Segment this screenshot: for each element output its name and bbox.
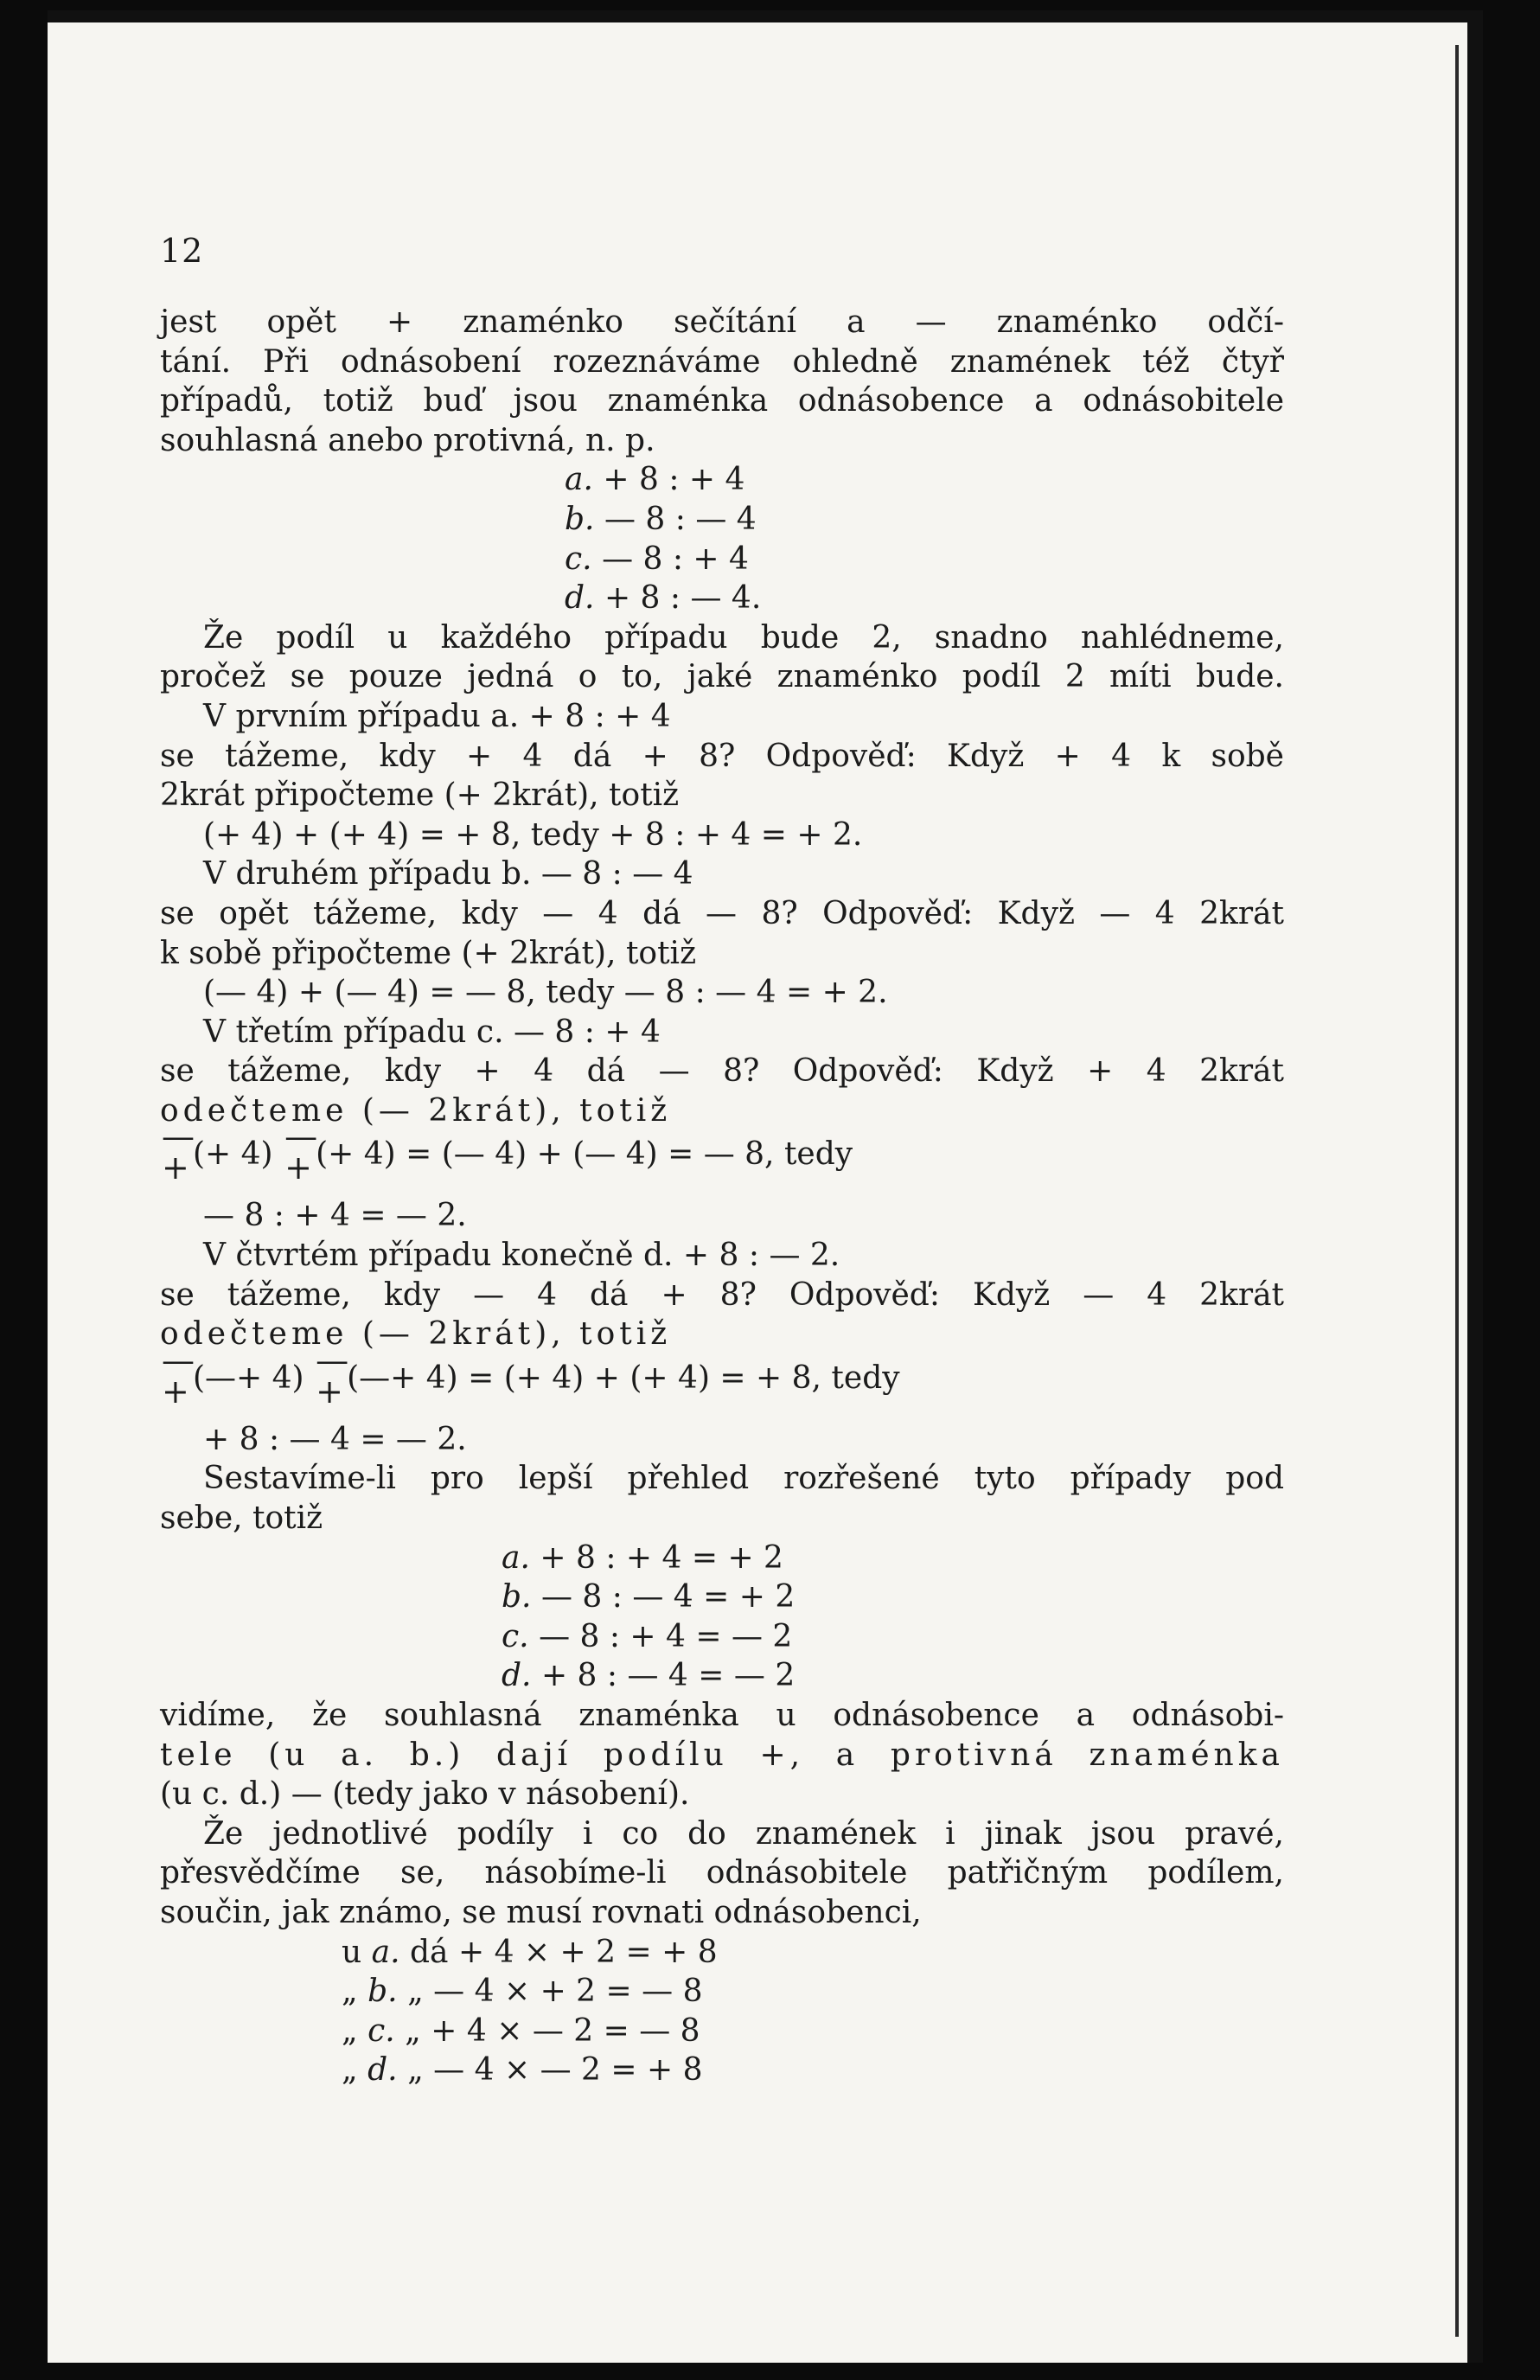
check-line (160, 1933, 1284, 1973)
equation-rest: = (— 4) + (— 4) = — 8, tedy (406, 1136, 853, 1173)
case-label: c. (565, 541, 592, 577)
term: (—+ 4) (193, 1360, 304, 1396)
case-label: a. (565, 462, 593, 498)
case-heading: V prvním případu a. + 8 : + 4 (203, 698, 671, 734)
case-label: d. (502, 1658, 532, 1694)
sign-top: — (162, 1340, 195, 1379)
text-line: tání. Při odnásobení rozeznáváme ohledně znamének též čtyř (160, 343, 1284, 380)
text-line: se opět tážeme, kdy — 4 dá — 8? Odpověď: Když — 4 2krát (160, 895, 1284, 931)
case-label: d. (565, 580, 595, 617)
text-line: 2krát připočteme (+ 2krát), totiž (160, 777, 680, 814)
sign-stack (160, 1117, 195, 1187)
sign-top: — (284, 1117, 318, 1156)
sign-bottom: + (284, 1148, 312, 1187)
check-expression: + 4 × + 2 = + 8 (457, 1934, 718, 1970)
sign-top: — (162, 1117, 195, 1156)
case-label: c. (502, 1618, 529, 1654)
text-line: souhlasná anebo protivná, n. p. (160, 422, 655, 458)
check-lead: u (342, 1934, 362, 1970)
term: (—+ 4) (347, 1360, 458, 1396)
equation-result: — 8 : + 4 = — 2. (203, 1198, 467, 1234)
sign-bottom: + (316, 1372, 343, 1411)
case-expression: — 8 : — 4 (604, 501, 757, 537)
sign-bottom: + (162, 1148, 189, 1187)
text-line: případů, totiž buď jsou znaménka odnásobence a odnásobitele (160, 383, 1284, 419)
text-line: jest opět + znaménko sečítání a — znaménko odčí- (160, 304, 1284, 340)
equation-line (160, 1340, 1284, 1420)
text-line: součin, jak známo, se musí rovnati odnásobenci, (160, 1894, 922, 1930)
text-line: pročež se pouze jedná o to, jaké znaménko podíl 2 míti bude. (160, 659, 1284, 695)
case-label: b. (565, 501, 595, 537)
text-line: sebe, totiž (160, 1500, 323, 1537)
check-expression: — 4 × — 2 = + 8 (433, 2052, 703, 2089)
page-gutter-line (1455, 45, 1459, 2337)
summary-expression: — 8 : — 4 = + 2 (540, 1579, 796, 1615)
summary-line (160, 1617, 1284, 1657)
equation-line (160, 1117, 1284, 1196)
case-line (160, 460, 1284, 500)
case-expression: — 8 : + 4 (602, 541, 749, 577)
term: (+ 4) (193, 1136, 273, 1173)
text-line: se tážeme, kdy + 4 dá — 8? Odpověď: Když + 4 2krát (160, 1053, 1284, 1090)
summary-expression: + 8 : + 4 = + 2 (540, 1539, 783, 1576)
check-expression: + 4 × — 2 = — 8 (431, 2012, 700, 2049)
summary-expression: + 8 : — 4 = — 2 (540, 1658, 796, 1694)
check-lead: „ (342, 2052, 358, 2089)
text-line: Že podíl u každého případu bude 2, snadno nahlédneme, (203, 619, 1284, 656)
scan-edge-top (48, 10, 1483, 22)
term: (+ 4) (316, 1136, 396, 1173)
text-line: (u c. d.) — (tedy jako v násobení). (160, 1776, 690, 1813)
sign-stack (283, 1117, 318, 1187)
sign-top: — (316, 1340, 349, 1379)
case-label: d. (367, 2052, 398, 2089)
sign-stack (314, 1340, 349, 1411)
case-label: b. (502, 1579, 532, 1615)
check-lead: „ (342, 2012, 358, 2049)
equation-line: (— 4) + (— 4) = — 8, tedy — 8 : — 4 = + 2. (203, 975, 888, 1011)
text-line: odečteme (— 2krát), totiž (160, 1316, 672, 1353)
check-line (160, 1972, 1284, 2012)
equation-result: + 8 : — 4 = — 2. (203, 1421, 467, 1457)
summary-line (160, 1577, 1284, 1617)
page-text (160, 303, 1284, 2090)
text-line: Že jednotlivé podíly i co do znamének i jinak jsou pravé, (203, 1815, 1284, 1852)
text-line: k sobě připočteme (+ 2krát), totiž (160, 935, 697, 971)
case-heading: V třetím případu c. — 8 : + 4 (203, 1014, 661, 1050)
case-label: a. (371, 1934, 400, 1970)
case-expression: + 8 : + 4 (603, 462, 745, 498)
text-line: přesvědčíme se, násobíme-li odnásobitele patřičným podílem, (160, 1855, 1284, 1891)
text-line: se tážeme, kdy — 4 dá + 8? Odpověď: Když — 4 2krát (160, 1276, 1284, 1313)
scan-edge-right (1467, 10, 1483, 2363)
sign-bottom: + (162, 1372, 189, 1411)
check-word: dá (410, 1934, 449, 1970)
page-number: 12 (160, 232, 204, 270)
check-word: „ (407, 1974, 424, 2010)
case-label: a. (502, 1539, 530, 1576)
case-expression: + 8 : — 4. (604, 580, 762, 617)
check-line (160, 2051, 1284, 2090)
case-label: b. (367, 1974, 398, 2010)
check-expression: — 4 × + 2 = — 8 (433, 1974, 703, 2010)
check-word: „ (407, 2052, 424, 2089)
text-line: tele (u a. b.) dají podílu +, a protivná znaménka (160, 1737, 1284, 1773)
case-line (160, 579, 1284, 618)
case-label: c. (367, 2012, 395, 2049)
case-line (160, 500, 1284, 540)
text-line: vidíme, že souhlasná znaménka u odnásobence a odnásobi- (160, 1698, 1284, 1733)
summary-expression: — 8 : + 4 = — 2 (539, 1618, 793, 1654)
text-line: Sestavíme-li pro lepší přehled rozřešené tyto případy pod (203, 1461, 1284, 1497)
case-heading: V čtvrtém případu konečně d. + 8 : — 2. (203, 1238, 840, 1274)
equation-line: (+ 4) + (+ 4) = + 8, tedy + 8 : + 4 = + 2. (203, 816, 863, 853)
summary-line (160, 1656, 1284, 1696)
case-heading: V druhém případu b. — 8 : — 4 (203, 856, 693, 892)
check-line (160, 2012, 1284, 2051)
sign-stack (160, 1340, 195, 1411)
check-lead: „ (342, 1974, 358, 2010)
case-line (160, 540, 1284, 579)
equation-rest: = (+ 4) + (+ 4) = + 8, tedy (468, 1360, 900, 1396)
check-word: „ (405, 2012, 421, 2049)
summary-line (160, 1539, 1284, 1578)
text-line: se tážeme, kdy + 4 dá + 8? Odpověď: Když + 4 k sobě (160, 738, 1284, 774)
text-line: odečteme (— 2krát), totiž (160, 1092, 672, 1129)
